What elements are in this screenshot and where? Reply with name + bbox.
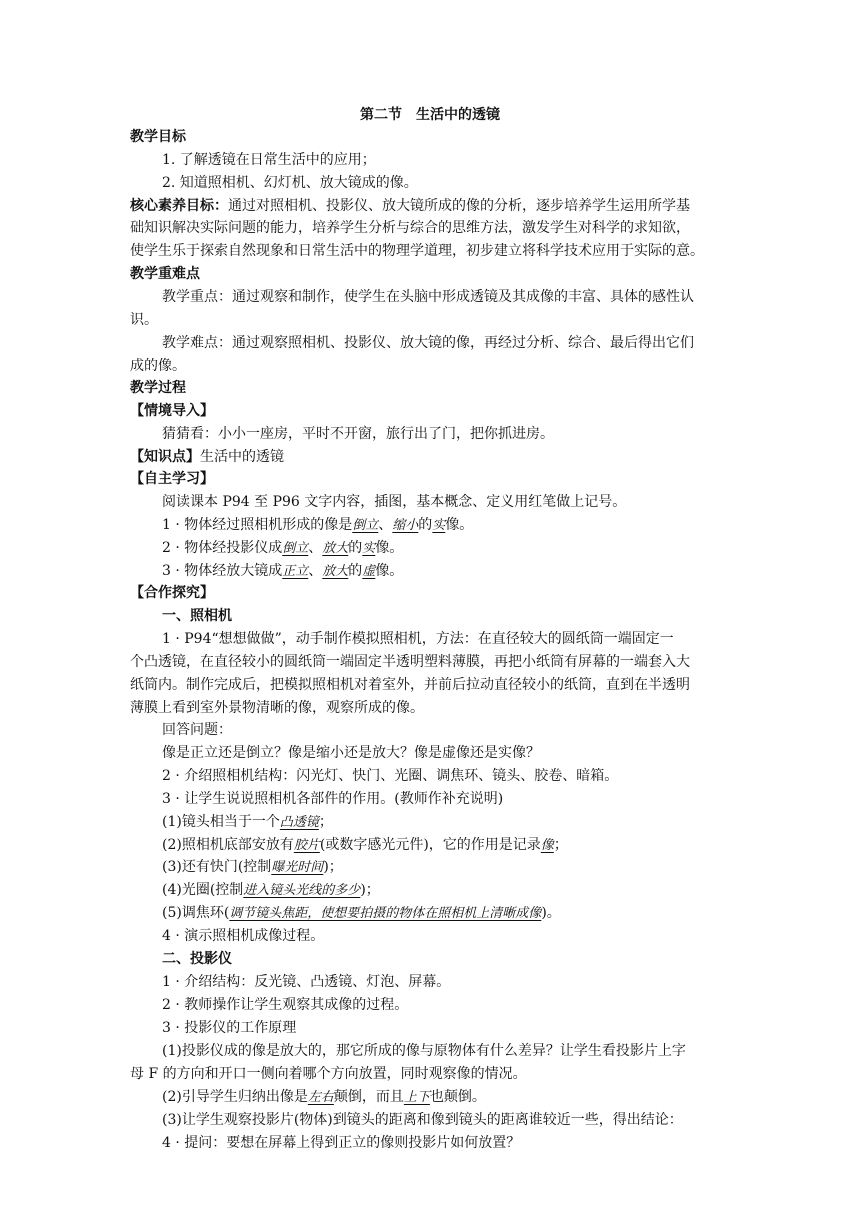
cooperative-inquiry-heading: 【合作探究】 [130,585,214,601]
fill-blank-answer: 像 [540,838,554,853]
projector-question-2: (2)引导学生归纳出像是左右颠倒，而且上下也颠倒。 [162,1089,486,1105]
goal-item-1: 1. 了解透镜在日常生活中的应用； [162,152,376,168]
projector-question-1-line-1: (1)投影仪成的像是放大的，那它所成的像与原物体有什么差异？让学生看投影片上字 [162,1043,686,1059]
projector-step-4: 4 · 提问：要想在屏幕上得到正立的像则投影片如何放置？ [162,1135,521,1151]
difficulty-line-2: 成的像。 [130,358,186,374]
core-goal-label: 核心素养目标： [130,198,228,214]
camera-step-3: 3 · 让学生说说照相机各部件的作用。(教师作补充说明) [162,791,504,807]
fill-blank-answer: 调节镜头焦距，使想要拍摄的物体在照相机上清晰成像 [229,906,542,921]
fill-blank-answer: 实 [362,541,376,556]
fill-blank-answer: 左右 [307,1090,334,1105]
fill-blank-answer: 放大 [322,564,349,579]
section-heading-process: 教学过程 [130,380,186,396]
fill-blank-answer: 凸透镜 [279,815,319,830]
projector-step-1: 1 · 介绍结构：反光镜、凸透镜、灯泡、屏幕。 [162,974,451,990]
camera-step-4: 4 · 演示照相机成像过程。 [162,928,325,944]
camera-part-3: (3)还有快门(控制曝光时间)； [162,859,343,875]
camera-step-1-line-2: 个凸透镜，在直径较小的圆纸筒一端固定半透明塑料薄膜，再把小纸筒有屏幕的一端套入大 [130,654,690,670]
answer-prompt: 回答问题： [162,722,232,738]
fill-blank-answer: 倒立 [282,541,309,556]
fill-blank-answer: 倒立 [352,518,379,533]
camera-part-5: (5)调焦环(调节镜头焦距，使想要拍摄的物体在照相机上清晰成像)。 [162,905,561,921]
self-study-item-3: 3 · 物体经放大镜成正立、放大的虚像。 [162,563,404,579]
reading-instruction: 阅读课本 P94 至 P96 文字内容，插图，基本概念、定义用红笔做上记号。 [162,494,627,510]
self-study-item-1: 1 · 物体经过照相机形成的像是倒立、缩小的实像。 [162,517,474,533]
fill-blank-answer: 胶片 [293,838,320,853]
camera-step-1-line-4: 薄膜上看到室外景物清晰的像，观察所成的像。 [130,700,424,716]
camera-part-2: (2)照相机底部安放有胶片(或数字感光元件)，它的作用是记录像； [162,837,568,853]
projector-step-2: 2 · 教师操作让学生观察其成像的过程。 [162,997,409,1013]
camera-part-4: (4)光圈(控制进入镜头光线的多少)； [162,882,380,898]
fill-blank-answer: 虚 [362,564,376,579]
key-point-line-1: 教学重点：通过观察和制作，使学生在头脑中形成透镜及其成像的丰富、具体的感性认 [162,289,694,305]
fill-blank-answer: 正立 [282,564,309,579]
projector-step-3: 3 · 投影仪的工作原理 [162,1020,297,1036]
self-study-heading: 【自主学习】 [130,471,214,487]
fill-blank-answer: 进入镜头光线的多少 [243,883,361,898]
core-goal-line-2: 础知识解决实际问题的能力，培养学生分析与综合的思维方法，激发学生对科学的求知欲， [130,220,690,236]
difficulty-line-1: 教学难点：通过观察照相机、投影仪、放大镜的像，再经过分析、综合、最后得出它们 [162,335,694,351]
core-goal-line-1: 核心素养目标：通过对照相机、投影仪、放大镜所成的像的分析，逐步培养学生运用所学基 [130,198,690,214]
core-goal-line-3: 使学生乐于探索自然现象和日常生活中的物理学道理，初步建立将科学技术应用于实际的意。 [130,243,704,259]
goal-item-2: 2. 知道照相机、幻灯机、放大镜成的像。 [162,175,418,191]
camera-step-2: 2 · 介绍照相机结构：闪光灯、快门、光圈、调焦环、镜头、胶卷、暗箱。 [162,768,619,784]
page-title: 第二节 生活中的透镜 [360,107,500,123]
projector-question-3: (3)让学生观察投影片(物体)到镜头的距离和像到镜头的距离谁较近一些，得出结论： [162,1112,683,1128]
riddle-text: 猜猜看：小小一座房，平时不开窗，旅行出了门，把你抓进房。 [162,426,554,442]
camera-step-1-line-1: 1 · P94“想想做做”，动手制作模拟照相机，方法：在直径较大的圆纸筒一端固定一 [162,631,674,647]
knowledge-point-line: 【知识点】生活中的透镜 [130,449,284,465]
question-line: 像是正立还是倒立？像是缩小还是放大？像是虚像还是实像？ [162,745,540,761]
fill-blank-answer: 放大 [322,541,349,556]
self-study-item-2: 2 · 物体经投影仪成倒立、放大的实像。 [162,540,404,556]
fill-blank-answer: 上下 [403,1090,430,1105]
fill-blank-answer: 曝光时间 [271,860,324,875]
projector-question-1-line-2: 母 F 的方向和开口一侧向着哪个方向放置，同时观察像的情况。 [130,1066,527,1082]
section-heading-goals: 教学目标 [130,129,186,145]
camera-step-1-line-3: 纸筒内。制作完成后，把模拟照相机对着室外，并前后拉动直径较小的纸筒，直到在半透明 [130,677,690,693]
fill-blank-answer: 实 [432,518,446,533]
section-heading-key-points: 教学重难点 [130,266,200,282]
key-point-line-2: 识。 [130,312,158,328]
camera-subheading: 一、照相机 [162,608,232,624]
fill-blank-answer: 缩小 [392,518,419,533]
camera-part-1: (1)镜头相当于一个凸透镜； [162,814,333,830]
knowledge-point-label: 【知识点】 [130,449,200,465]
situation-intro-heading: 【情境导入】 [130,403,214,419]
projector-subheading: 二、投影仪 [162,951,232,967]
